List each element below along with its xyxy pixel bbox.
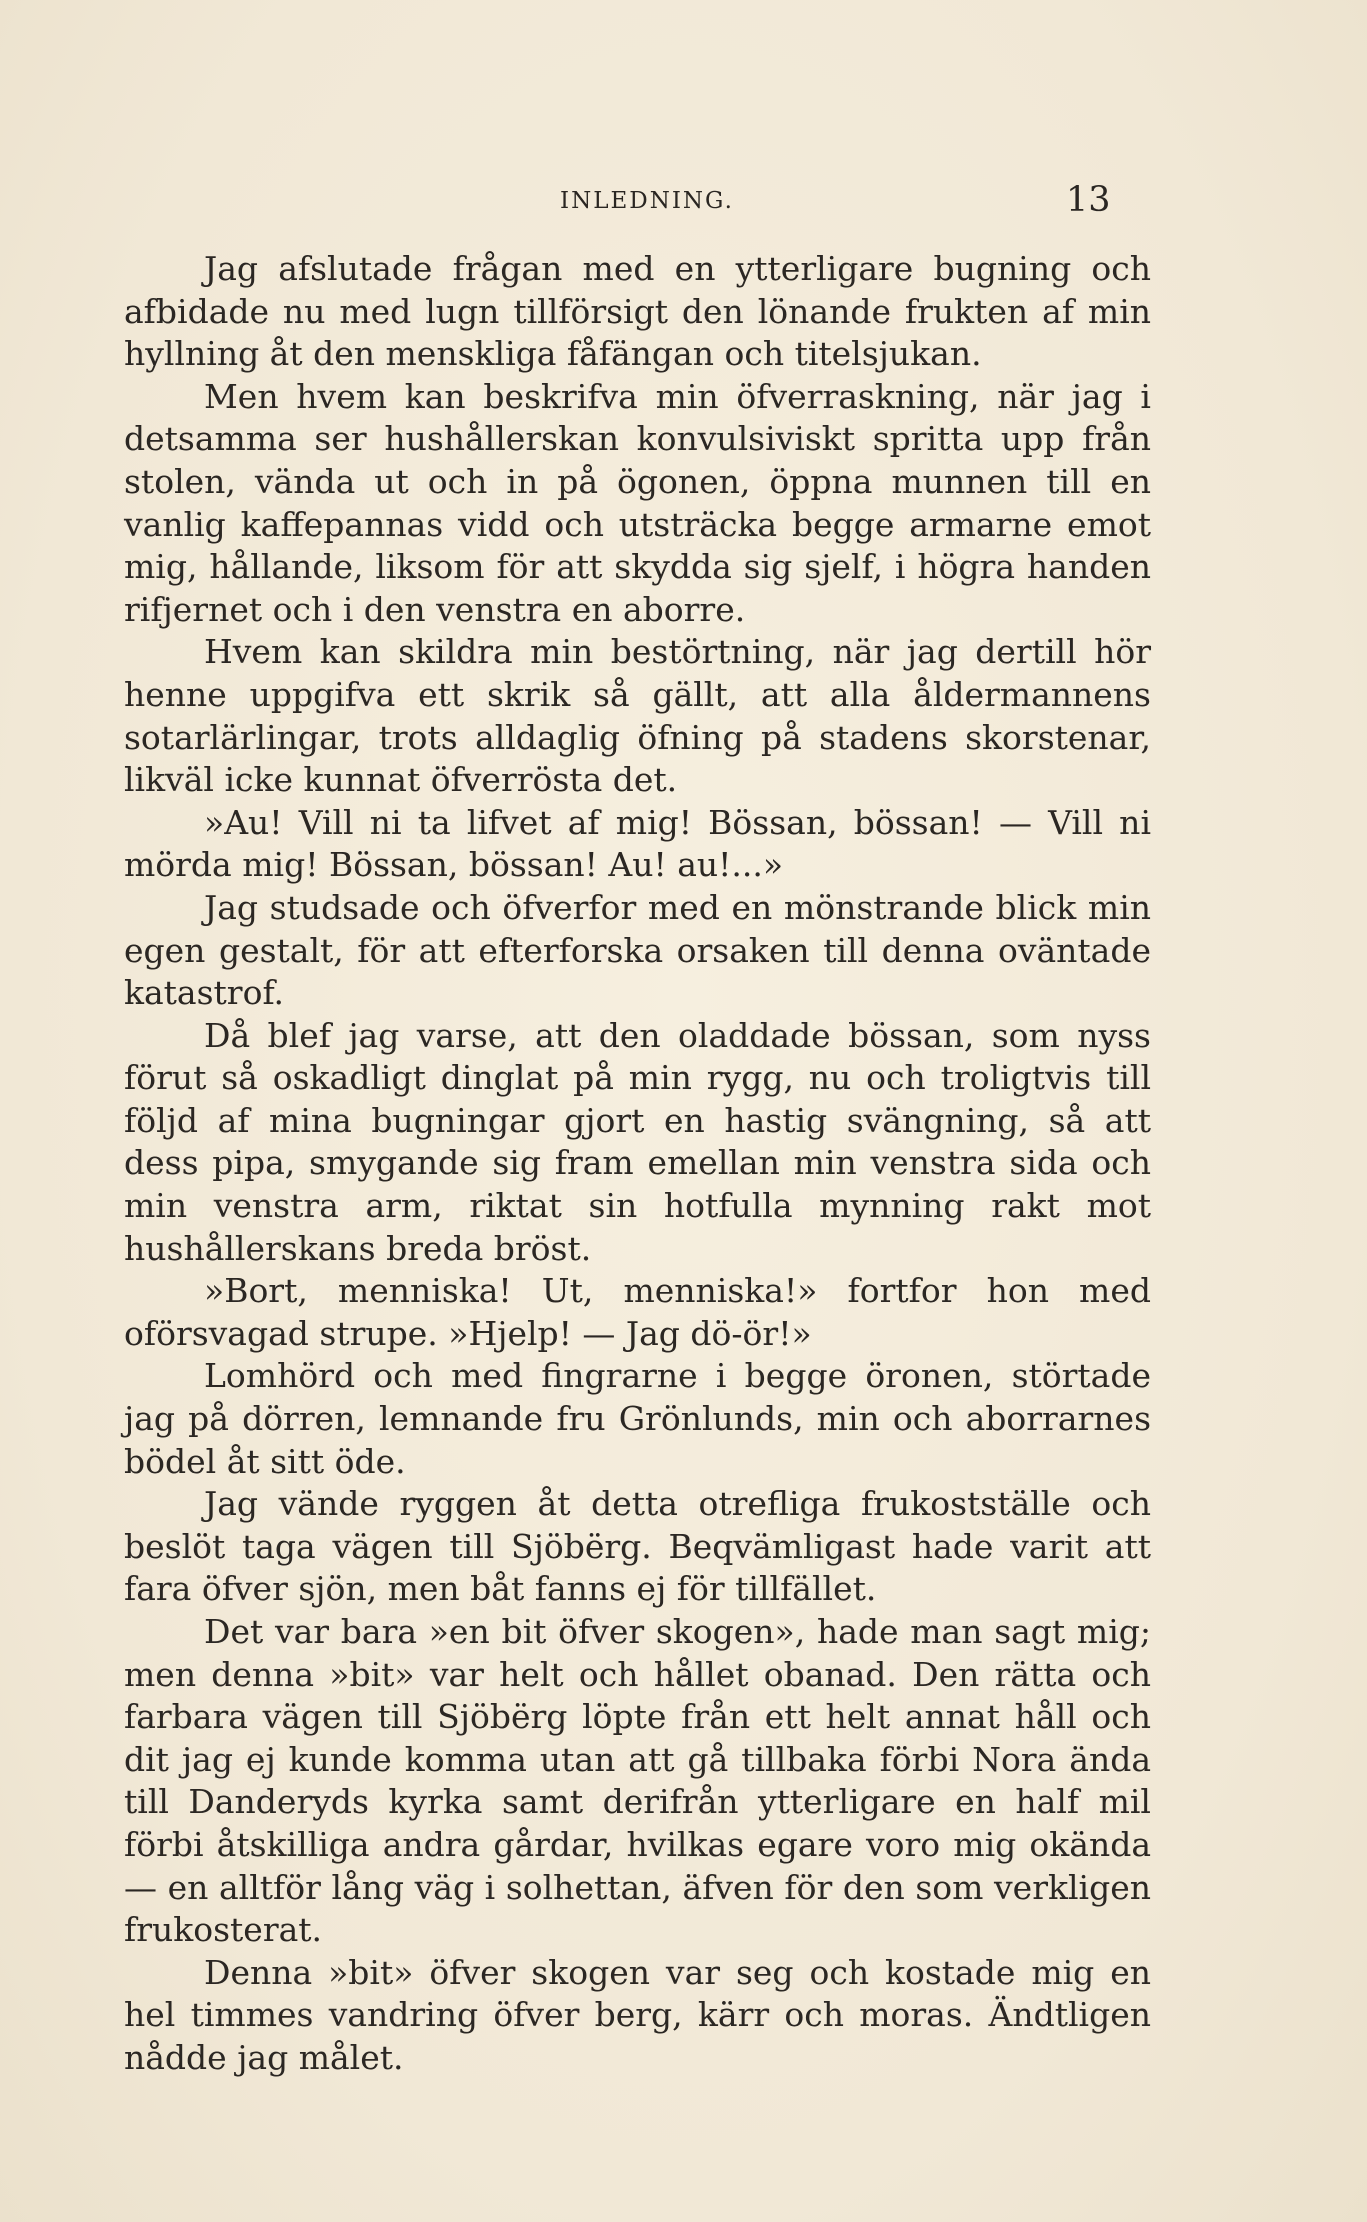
page-header <box>0 178 1367 228</box>
paragraph: Jag vände ryggen åt detta otrefliga frukostställe och beslöt taga vägen till Sjöbërg. Beqvämligast hade varit att fara öfver sjön, men båt fanns ej för tillfället. <box>124 1484 1151 1609</box>
paragraph: Då blef jag varse, att den oladdade bössan, som nyss förut så oskadligt dinglat på min rygg, nu och troligtvis till följd af mina bugningar gjort en hastig svängning, så att dess pipa, smygande sig fram emellan min venstra sida och min venstra arm, riktat sin hotfulla mynning rakt mot hushållerskans breda bröst. <box>124 1015 1151 1268</box>
running-title: INLEDNING. <box>560 188 734 214</box>
paragraph: Jag studsade och öfverfor med en mönstrande blick min egen gestalt, för att efterforska orsaken till denna oväntade katastrof. <box>124 887 1151 1013</box>
body-text <box>124 248 1151 2080</box>
paragraph: Denna »bit» öfver skogen var seg och kostade mig en hel timmes vandring öfver berg, kärr och moras. Ändtligen nådde jag målet. <box>124 1952 1151 2077</box>
paragraph: Men hvem kan beskrifva min öfverraskning, när jag i detsamma ser hushållerskan konvulsiviskt spritta upp från stolen, vända ut och in på ögonen, öppna munnen till en vanlig kaffepannas vidd och utsträcka begge armarne emot mig, hållande, liksom för att skydda sig sjelf, i högra handen rifjernet och i den venstra en aborre. <box>124 376 1151 629</box>
paragraph: »Au! Vill ni ta lifvet af mig! Bössan, bössan! — Vill ni mörda mig! Bössan, bössan! Au! au!...» <box>124 802 1151 885</box>
paragraph: Lomhörd och med fingrarne i begge öronen, störtade jag på dörren, lemnande fru Grönlunds, min och aborrarnes bödel åt sitt öde. <box>124 1356 1151 1481</box>
page-number: 13 <box>1066 180 1111 220</box>
paragraph: Hvem kan skildra min bestörtning, när jag dertill hör henne uppgifva ett skrik så gällt, att alla åldermannens sotarlärlingar, trots alldaglig öfning på stadens skorstenar, likväl icke kunnat öfverrösta det. <box>124 632 1151 800</box>
paragraph: Jag afslutade frågan med en ytterligare bugning och afbidade nu med lugn tillförsigt den lönande frukten af min hyllning åt den menskliga fåfängan och titelsjukan. <box>124 249 1151 374</box>
paragraph: Det var bara »en bit öfver skogen», hade man sagt mig; men denna »bit» var helt och hållet obanad. Den rätta och farbara vägen till Sjöbërg löpte från ett helt annat håll och dit jag ej kunde komma utan att gå tillbaka förbi Nora ända till Danderyds kyrka samt derifrån ytterligare en half mil förbi åtskilliga andra gårdar, hvilkas egare voro mig okända — en alltför lång väg i solhettan, äfven för den som verkligen frukosterat. <box>124 1612 1151 1950</box>
paragraph: »Bort, menniska! Ut, menniska!» fortfor hon med oförsvagad strupe. »Hjelp! — Jag dö-ör!» <box>124 1271 1151 1353</box>
